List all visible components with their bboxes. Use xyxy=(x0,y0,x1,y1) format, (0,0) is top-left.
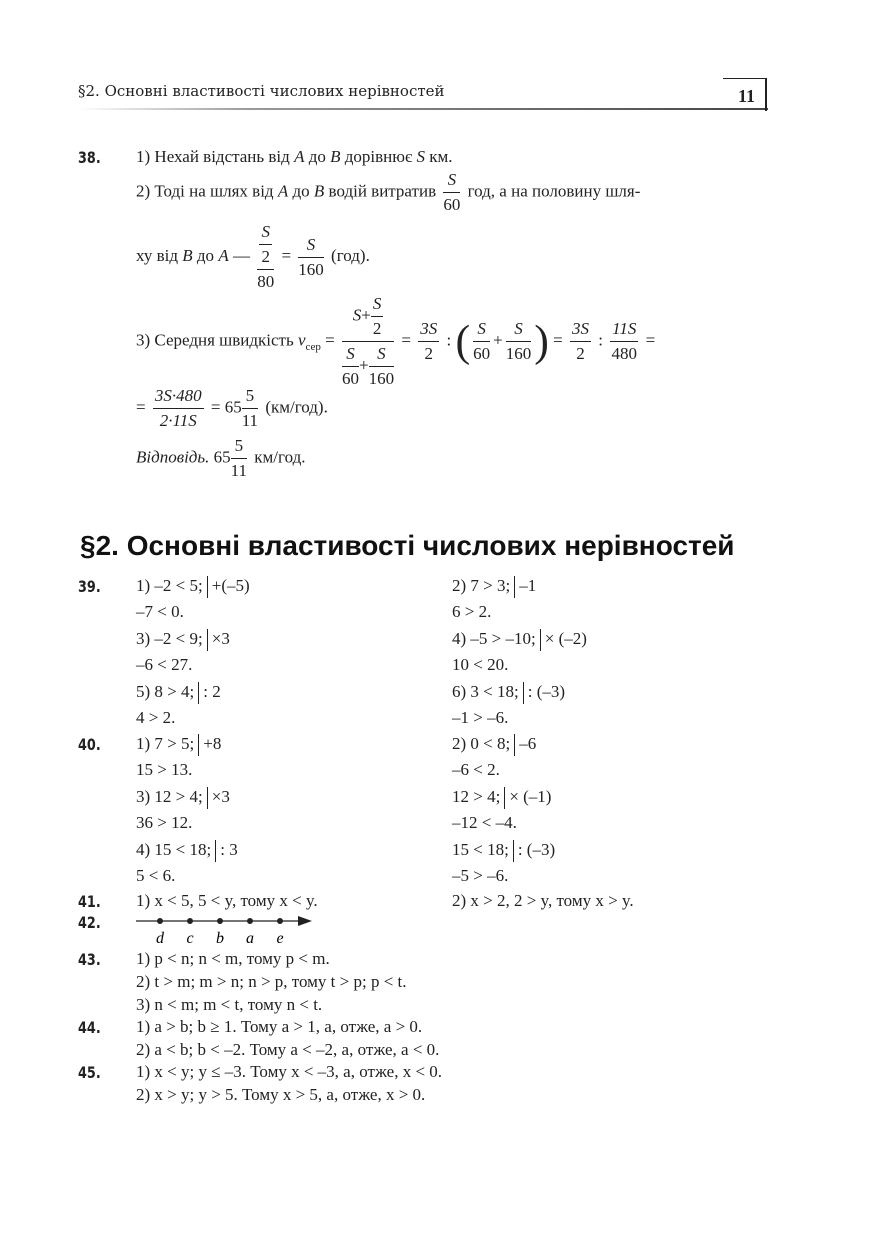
inequality: –1 > –6. xyxy=(452,708,509,727)
operation-bar xyxy=(198,734,199,756)
p40-row-4-col-0 xyxy=(136,840,238,862)
inequality: 3) 12 > 4; xyxy=(136,786,203,806)
problem-number-43: 43. xyxy=(78,950,101,969)
fraction: $\frac{5}{11}$ xyxy=(241,386,259,430)
header-rule xyxy=(78,108,768,110)
problem-number-40: 40. xyxy=(78,735,101,754)
p40-row-0-col-0 xyxy=(136,734,221,756)
inequality: 4 > 2. xyxy=(136,708,176,727)
p40-row-5-col-1 xyxy=(452,866,508,886)
number-line xyxy=(130,910,330,950)
operation: × (–1) xyxy=(509,786,552,806)
operation-bar xyxy=(207,576,208,598)
inequality: 2) 0 < 8; xyxy=(452,734,511,753)
p39-row-1-col-0 xyxy=(136,602,184,622)
fraction: $\frac{5}{11}$ xyxy=(230,436,248,480)
p39-row-4-col-1 xyxy=(452,682,565,704)
p38-line5: = $\frac{3S\cdot 480}{2\cdot 11S}$ = 65 $\frac{5}{11}$ (км/год). xyxy=(136,384,328,433)
inequality: 1) –2 < 5; xyxy=(136,576,203,595)
p40-row-2-col-1 xyxy=(452,787,551,809)
operation-bar xyxy=(514,576,515,598)
problem-number-44: 44. xyxy=(78,1018,101,1037)
p40-row-4-col-1 xyxy=(452,840,555,862)
point-c xyxy=(187,918,193,924)
p43-line3: 3) n < m; m < t, тому n < t. xyxy=(136,995,323,1014)
operation: : 2 xyxy=(203,681,221,701)
p40-row-3-col-0 xyxy=(136,813,192,833)
p39-row-3-col-1 xyxy=(452,655,508,675)
problem-number-42: 42. xyxy=(78,913,101,932)
p40-row-3-col-1 xyxy=(452,813,517,833)
p39-row-1-col-1 xyxy=(452,602,491,622)
operation-bar xyxy=(513,840,514,862)
p44-line1: 1) a > b; b ≥ 1. Тому a > 1, а, отже, a > 0. xyxy=(136,1017,423,1036)
inequality: 36 > 12. xyxy=(136,813,193,833)
page-number-box xyxy=(723,78,767,111)
operation-bar xyxy=(540,629,541,651)
point-a xyxy=(247,918,253,924)
section-title: §2. Основні властивості числових нерівностей xyxy=(80,530,735,561)
point-e xyxy=(277,918,283,924)
p40-row-5-col-0 xyxy=(136,866,175,886)
operation: +(–5) xyxy=(211,576,250,595)
problem-number-41: 41. xyxy=(78,892,101,911)
inequality: –6 < 27. xyxy=(136,655,193,675)
p40-row-2-col-0 xyxy=(136,787,230,809)
problem-number-39: 39. xyxy=(78,577,101,596)
operation-bar xyxy=(207,629,208,651)
fraction: $\frac{S}{60}$ xyxy=(443,170,461,214)
p44-line2: 2) a < b; b < –2. Тому a < –2, а, отже, a < 0. xyxy=(136,1040,440,1059)
number-line-arrow xyxy=(298,916,312,926)
operation-bar xyxy=(523,682,524,704)
problem-number-38: 38. xyxy=(78,148,101,167)
point-b xyxy=(217,918,223,924)
fraction: $\frac{S}{160}$ xyxy=(298,234,324,279)
p39-row-0-col-0 xyxy=(136,576,250,598)
fraction: $\frac{\frac{S}{2}}{80}$ xyxy=(257,222,275,291)
point-d xyxy=(157,918,163,924)
p38-answer: Відповідь. 65 $\frac{5}{11}$ км/год. xyxy=(136,434,305,483)
p38-line4: 3) Середня швидкість $v_{сер}$ = S+ $\frac{S}{2}$ $\frac{S}{60}$ + $\frac{S}{160}$ = $\frac{3S}{2}$ : ( $\frac{S}{60}$ + $\frac{S}{160}$ ) = $\frac{3S}{2}$ : $\frac{11S}{480}$ = xyxy=(136,292,655,391)
p39-row-3-col-0 xyxy=(136,655,192,675)
p41-right: 2) x > 2, 2 > y, тому x > y. xyxy=(452,891,634,910)
p39-row-4-col-0 xyxy=(136,682,221,704)
fraction: S+ $\frac{S}{2}$ $\frac{S}{60}$ + $\frac{S}{160}$ xyxy=(342,294,395,388)
p38-line3: ху від B до A — $\frac{\frac{S}{2}}{80}$ = $\frac{S}{160}$ (год). xyxy=(136,220,370,294)
operation: ×3 xyxy=(211,628,230,648)
inequality: –12 < –4. xyxy=(452,813,517,833)
inequality: 10 < 20. xyxy=(452,655,509,675)
p40-row-1-col-1 xyxy=(452,760,500,780)
p39-row-2-col-1 xyxy=(452,629,587,651)
p40-row-0-col-1 xyxy=(452,734,536,756)
p45-line1: 1) x < y; y ≤ –3. Тому x < –3, а, отже, x < 0. xyxy=(136,1062,443,1081)
inequality: 5 < 6. xyxy=(136,866,176,885)
operation-bar xyxy=(207,787,208,809)
fraction: $\frac{3S\cdot 480}{2\cdot 11S}$ xyxy=(154,386,202,430)
operation: –1 xyxy=(519,576,537,595)
fraction: $\frac{3S}{2}$ xyxy=(420,319,438,363)
inequality: 6 > 2. xyxy=(452,602,492,622)
inequality: 1) 7 > 5; xyxy=(136,734,195,753)
fraction: $\frac{S}{160}$ xyxy=(505,319,532,363)
inequality: –5 > –6. xyxy=(452,866,509,885)
problem-number-45: 45. xyxy=(78,1063,101,1082)
p38-line2: 2) Тоді на шлях від A до B водій витратив $\frac{S}{60}$ год, а на половину шля- xyxy=(136,168,640,217)
page-number: 11 xyxy=(737,86,755,106)
p39-row-5-col-1 xyxy=(452,708,508,728)
label-a: a xyxy=(246,930,254,947)
p39-row-5-col-0 xyxy=(136,708,175,728)
operation: –6 xyxy=(519,734,537,753)
inequality: 3) –2 < 9; xyxy=(136,628,203,648)
p39-row-0-col-1 xyxy=(452,576,536,598)
operation: +8 xyxy=(203,734,222,753)
inequality: –6 < 2. xyxy=(452,760,500,780)
inequality: –7 < 0. xyxy=(136,602,184,622)
fraction: $\frac{3S}{2}$ xyxy=(571,319,589,363)
operation: × (–2) xyxy=(544,628,587,648)
inequality: 2) 7 > 3; xyxy=(452,576,511,595)
running-header: §2. Основні властивості числових нерівностей xyxy=(78,82,445,100)
operation: ×3 xyxy=(211,786,230,806)
inequality: 6) 3 < 18; xyxy=(452,681,519,701)
operation-bar xyxy=(198,682,199,704)
p40-row-1-col-0 xyxy=(136,760,192,780)
operation: : (–3) xyxy=(527,681,566,701)
fraction: $\frac{S}{60}$ xyxy=(473,319,491,363)
operation: : (–3) xyxy=(517,839,556,859)
operation-bar xyxy=(514,734,515,756)
label-c: c xyxy=(186,930,194,947)
inequality: 12 > 4; xyxy=(452,786,501,806)
p38-line1: 1) Нехай відстань від A до B дорівнює S км. xyxy=(136,147,453,166)
inequality: 15 > 13. xyxy=(136,760,193,780)
p43-line2: 2) t > m; m > n; n > p, тому t > p; p < t. xyxy=(136,972,407,991)
fraction: $\frac{11S}{480}$ xyxy=(611,319,638,363)
inequality: 4) 15 < 18; xyxy=(136,839,212,859)
inequality: 5) 8 > 4; xyxy=(136,681,195,701)
operation: : 3 xyxy=(220,839,238,859)
label-b: b xyxy=(216,930,224,947)
p41-left: 1) x < 5, 5 < y, тому x < y. xyxy=(136,891,318,910)
label-e: e xyxy=(276,930,284,947)
p45-line2: 2) x > y; y > 5. Тому x > 5, а, отже, x > 0. xyxy=(136,1085,426,1104)
label-d: d xyxy=(156,930,164,947)
operation-bar xyxy=(215,840,216,862)
p39-row-2-col-0 xyxy=(136,629,230,651)
p43-line1: 1) p < n; n < m, тому p < m. xyxy=(136,949,330,968)
operation-bar xyxy=(504,787,505,809)
inequality: 15 < 18; xyxy=(452,839,509,859)
inequality: 4) –5 > –10; xyxy=(452,628,536,648)
